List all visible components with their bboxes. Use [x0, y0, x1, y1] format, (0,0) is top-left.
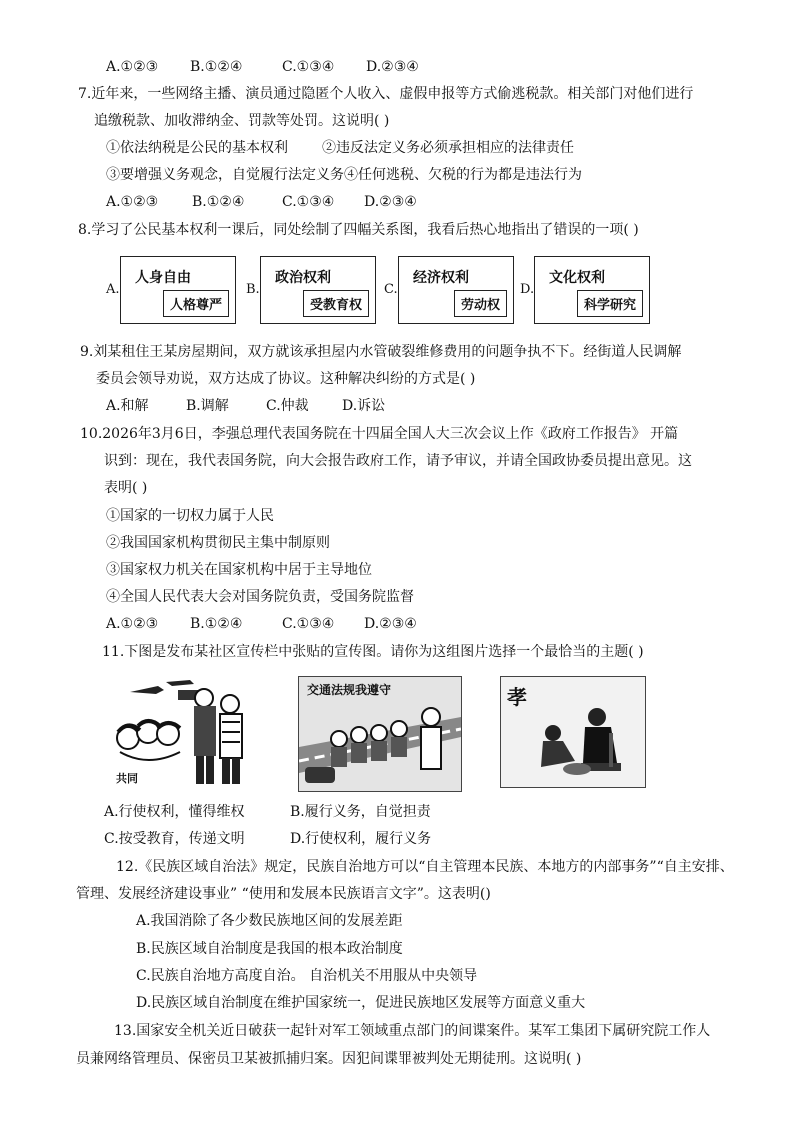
- q8-box-a-letter: A.: [106, 282, 120, 297]
- q10-option-c: C.①③④: [282, 616, 335, 632]
- q10-stem-3: 表明( ): [104, 480, 148, 496]
- q12-stem-1: 12.《民族区域自治法》规定，民族自治地方可以“自主管理本民族、本地方的内部事务”“自主安排、: [116, 859, 734, 875]
- q10-option-b: B.①②④: [190, 616, 243, 632]
- q8-box-b: [260, 256, 376, 324]
- q12-option-d: D.民族区域自治制度在维护国家统一，促进民族地区发展等方面意义重大: [136, 995, 586, 1011]
- q7-stem-1: 7.近年来，一些网络主播、演员通过隐匿个人收入、虚假申报等方式偷逃税款。相关部门对他们进行: [78, 86, 694, 102]
- q11-option-a: A.行使权利，懂得维权: [104, 804, 245, 820]
- q9-options: [106, 397, 385, 415]
- q13-stem-1: 13.国家安全机关近日破获一起针对军工领域重点部门的间谍案件。某军工集团下属研究院工作人: [114, 1023, 711, 1039]
- q11-option-d: D.行使权利，履行义务: [290, 831, 432, 847]
- q9-option-d: D.诉讼: [342, 398, 386, 414]
- q8-box-b-outer: 政治权利: [275, 270, 331, 286]
- q8-box-d-outer: 文化权利: [549, 270, 605, 286]
- q7-statement-34: ③要增强义务观念，自觉履行法定义务④任何逃税、欠税的行为都是违法行为: [106, 167, 582, 183]
- q10-option-d: D.②③④: [364, 616, 417, 632]
- q8-box-d: [534, 256, 650, 324]
- q11-picture-3: [500, 676, 646, 788]
- q6-option-b: B.①②④: [190, 59, 243, 75]
- q8-box-b-letter: B.: [246, 282, 260, 297]
- q7-option-b: B.①②④: [192, 194, 245, 210]
- q10-stem-2: 识到：现在，我代表国务院，向大会报告政府工作，请予审议，并请全国政协委员提出意见。这: [104, 453, 692, 469]
- q8-box-c-inner: 劳动权: [454, 290, 507, 317]
- q9-option-a: A.和解: [106, 398, 149, 414]
- q11-picture-1-caption: 共同: [116, 772, 138, 785]
- q10-statement-1: ①国家的一切权力属于人民: [106, 508, 274, 524]
- q12-option-c: C.民族自治地方高度自治。 自治机关不用服从中央领导: [136, 968, 478, 984]
- q8-box-b-inner: 受教育权: [303, 290, 369, 317]
- q8-box-a-outer: 人身自由: [135, 270, 191, 286]
- q8-box-c: [398, 256, 514, 324]
- q10-statement-4: ④全国人民代表大会对国务院负责，受国务院监督: [106, 589, 414, 605]
- q7-option-a: A.①②③: [106, 194, 159, 210]
- q13-stem-2: 员兼网络管理员、保密员卫某被抓捕归案。因犯间谍罪被判处无期徒刑。这说明( ): [76, 1051, 582, 1067]
- q6-option-a: A.①②③: [106, 59, 159, 75]
- q11-option-c: C.按受教育，传递文明: [104, 831, 245, 847]
- q11-picture-2: [298, 676, 462, 792]
- q9-option-b: B.调解: [186, 398, 229, 414]
- q9-option-c: C.仲裁: [266, 398, 309, 414]
- q10-statement-2: ②我国国家机构贯彻民主集中制原则: [106, 535, 330, 551]
- q7-statement-1: ①依法纳税是公民的基本权利: [106, 140, 288, 156]
- q12-option-b: B.民族区域自治制度是我国的根本政治制度: [136, 941, 403, 957]
- q7-statement-2: ②违反法定义务必须承担相应的法律责任: [322, 140, 574, 156]
- q12-option-a: A.我国消除了各少数民族地区间的发展差距: [136, 913, 403, 929]
- q7-option-c: C.①③④: [282, 194, 335, 210]
- q10-option-a: A.①②③: [106, 616, 159, 632]
- q6-options: [106, 58, 419, 76]
- q11-option-b: B.履行义务，自觉担责: [290, 804, 431, 820]
- q6-option-c: C.①③④: [282, 59, 335, 75]
- q11-stem: 11.下图是发布某社区宣传栏中张贴的宣传图。请你为这组图片选择一个最恰当的主题( ): [102, 644, 644, 660]
- q9-stem-2: 委员会领导劝说，双方达成了协议。这种解决纠纷的方式是( ): [96, 371, 476, 387]
- q9-stem-1: 9.刘某租住王某房屋期间，双方就该承担屋内水管破裂维修费用的问题争执不下。经街道人民调解: [80, 344, 682, 360]
- q7-stem-2: 追缴税款、加收滞纳金、罚款等处罚。这说明( ): [94, 113, 390, 129]
- q11-picture-2-caption: 交通法规我遵守: [307, 683, 392, 697]
- q8-box-d-inner: 科学研究: [577, 290, 643, 317]
- q8-box-a: [120, 256, 236, 324]
- q11-picture-1: [112, 672, 262, 790]
- q6-option-d: D.②③④: [366, 59, 419, 75]
- q7-options: [106, 193, 417, 211]
- q12-stem-2: 管理、发展经济建设事业” “使用和发展本民族语言文字”。这表明(): [76, 886, 491, 902]
- q8-box-d-letter: D.: [520, 282, 535, 297]
- q8-box-c-letter: C.: [384, 282, 398, 297]
- q8-box-a-inner: 人格尊严: [163, 290, 229, 317]
- q10-statement-3: ③国家权力机关在国家机构中居于主导地位: [106, 562, 372, 578]
- q7-option-d: D.②③④: [364, 194, 417, 210]
- q8-stem: 8.学习了公民基本权利一课后，同处绘制了四幅关系图，我看后热心地指出了错误的一项( ): [78, 222, 639, 238]
- q10-stem-1: 10.2026年3月6日，李强总理代表国务院在十四届全国人大三次会议上作《政府工作报告》 开篇: [80, 426, 679, 442]
- q8-box-c-outer: 经济权利: [413, 270, 469, 286]
- q10-options: [106, 615, 417, 633]
- q11-picture-3-caption: 孝: [507, 685, 527, 709]
